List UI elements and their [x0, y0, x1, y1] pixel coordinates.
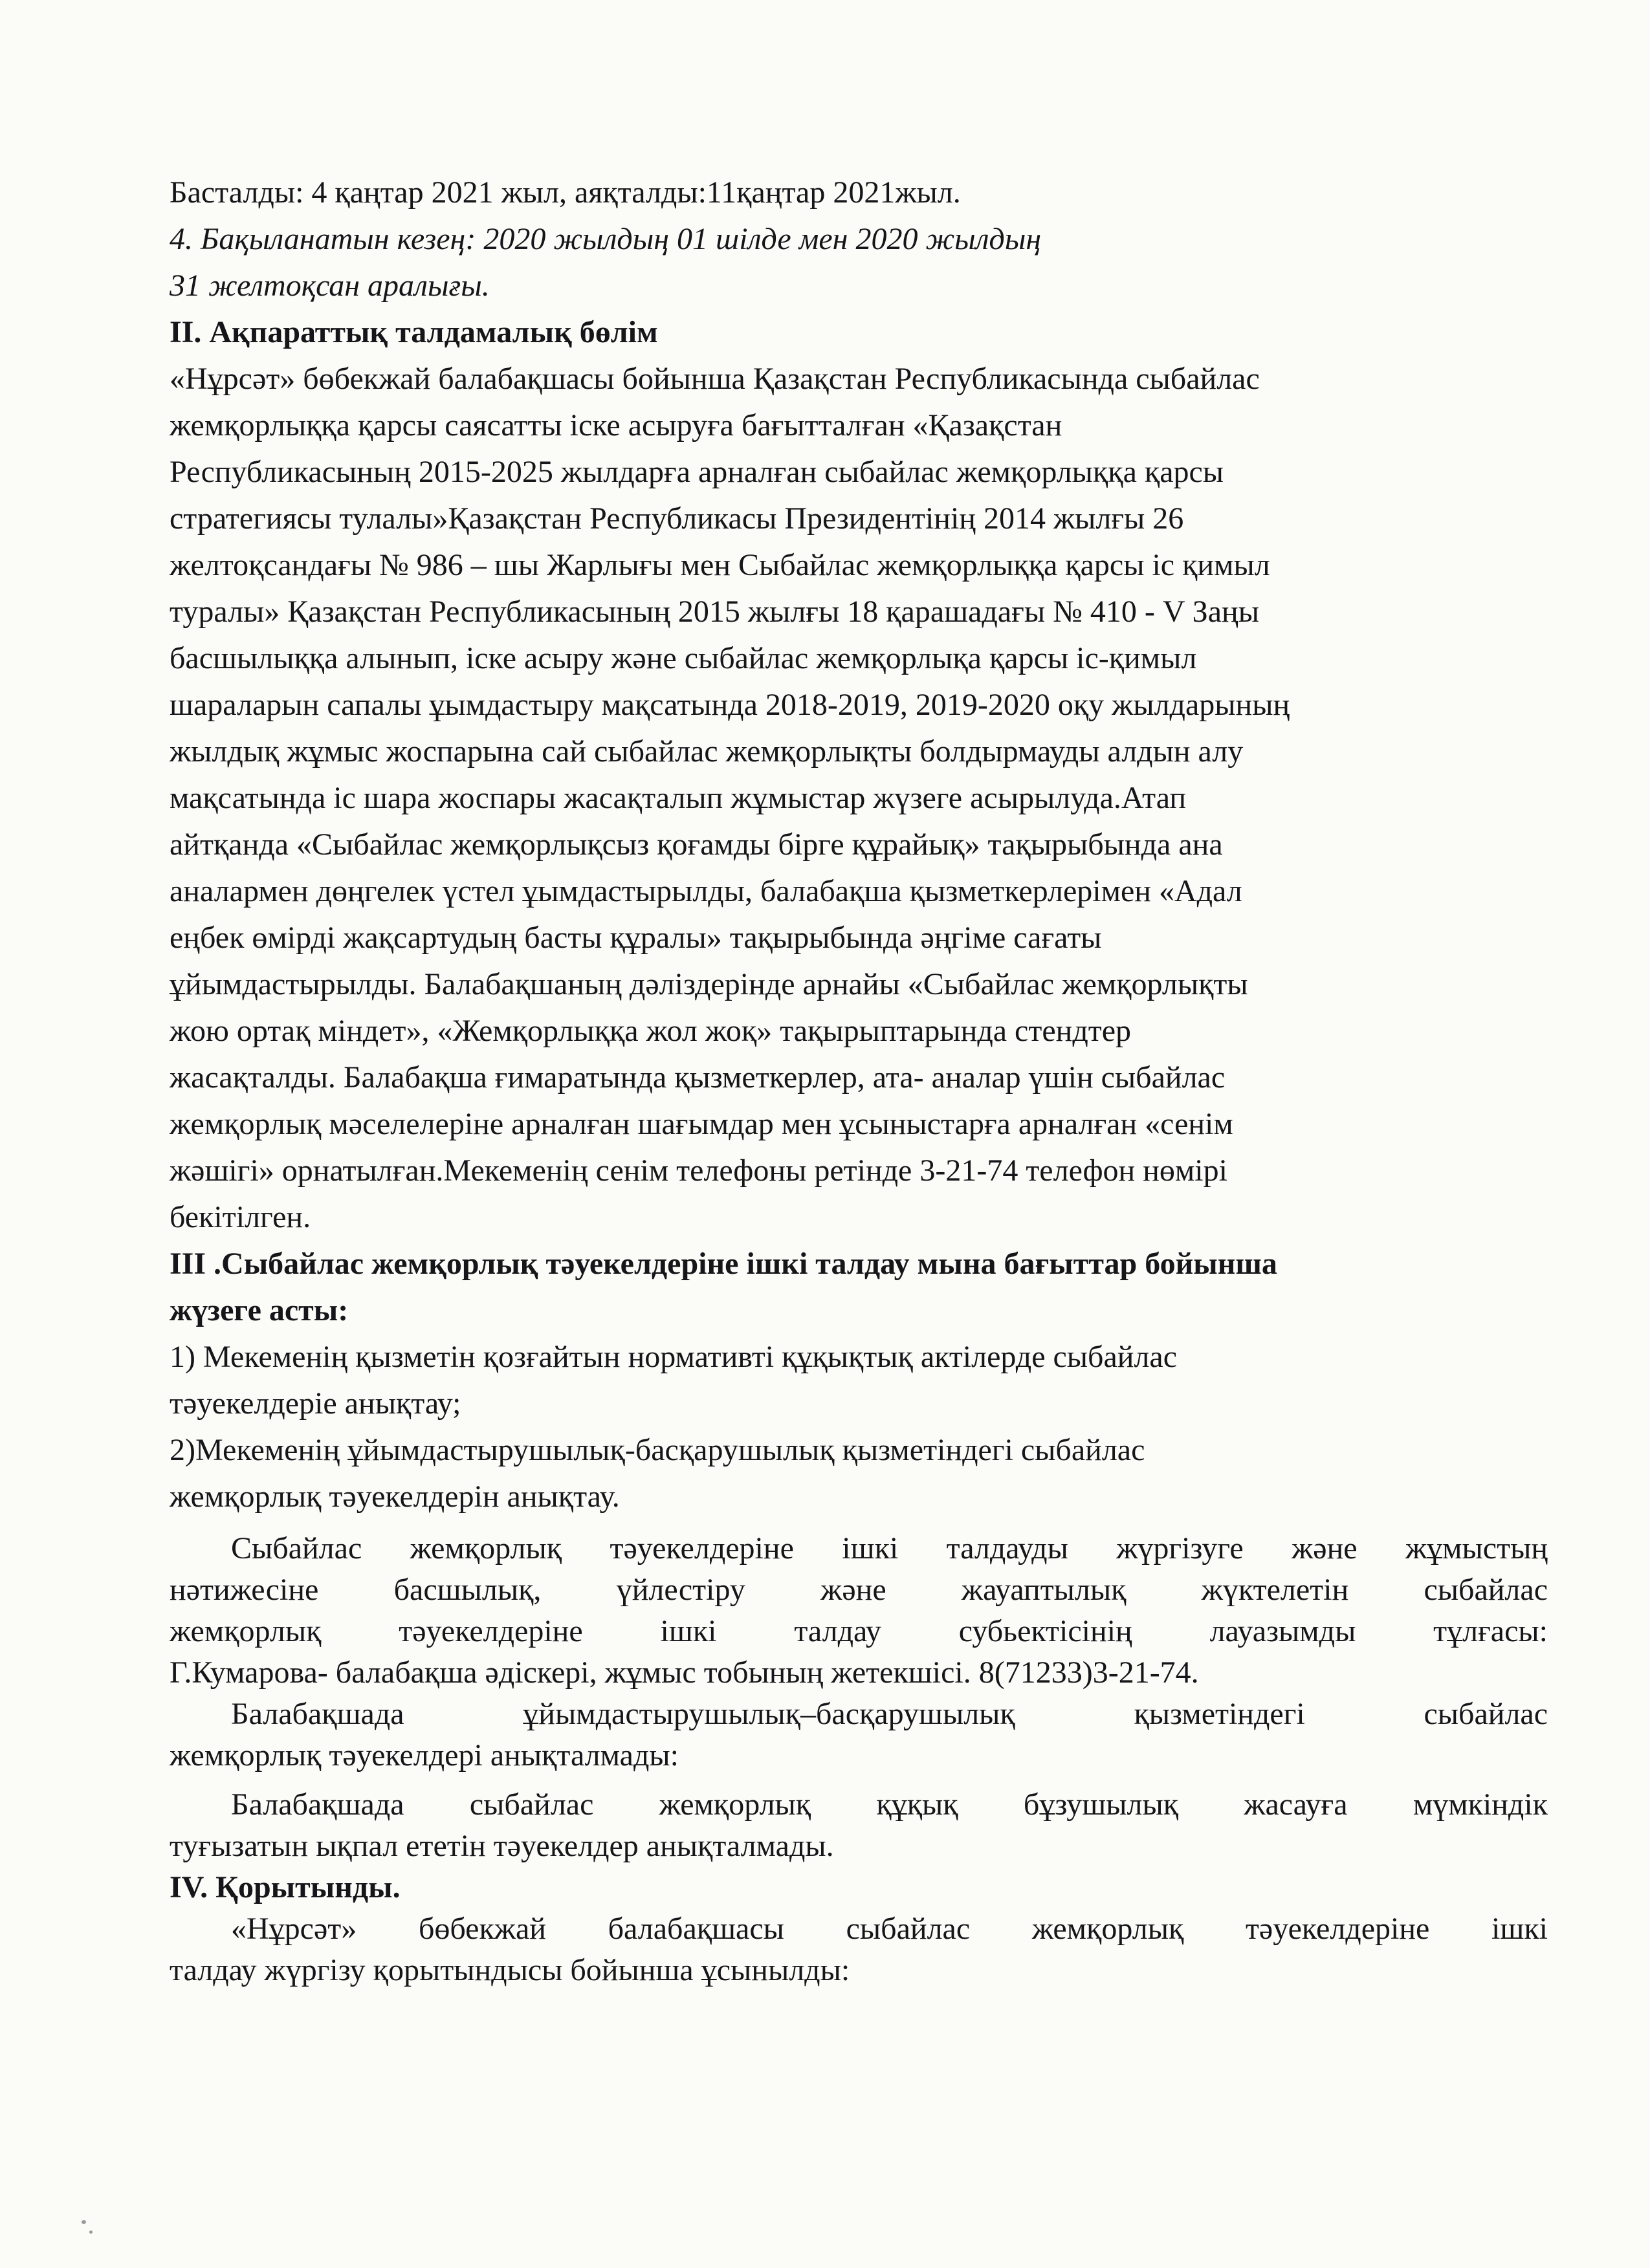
- text-line: «Нұрсәт» бөбекжай балабақшасы бойынша Қазақстан Республикасында сыбайлас: [170, 362, 1260, 396]
- text-line: ұйымдастырылды. Балабақшаның дәліздерінде арнайы «Сыбайлас жемқорлықты: [170, 967, 1248, 1001]
- text-line: мақсатында іс шара жоспары жасақталып жұмыстар жүзеге асырылуда.Атап: [170, 781, 1187, 815]
- paragraph-line: жемқорлық тәуекелдеріне ішкі талдау субьектісінің лауазымды тұлғасы:: [170, 1614, 1548, 1648]
- section-heading-3: III .Сыбайлас жемқорлық тәуекелдеріне ішкі талдау мына бағыттар бойынша: [170, 1247, 1277, 1281]
- text-line: Республикасының 2015-2025 жылдарға арналған сыбайлас жемқорлыққа қарсы: [170, 455, 1224, 489]
- paragraph-line: талдау жүргізу қорытындысы бойынша ұсынылды:: [170, 1953, 850, 1987]
- paragraph-line: Балабақшада ұйымдастырушылық–басқарушылық қызметіндегі сыбайлас: [231, 1697, 1548, 1731]
- document-body: [170, 169, 1548, 1991]
- text-line: еңбек өмірді жақсартудың басты құралы» тақырыбында әңгіме сағаты: [170, 921, 1102, 955]
- text-line: желтоқсандағы № 986 – шы Жарлығы мен Сыбайлас жемқорлыққа қарсы іс қимыл: [170, 548, 1270, 582]
- text-line: аналармен дөңгелек үстел ұымдастырылды, балабақша қызметкерлерімен «Адал: [170, 874, 1242, 908]
- paragraph-line: Г.Кумарова- балабақша әдіскері, жұмыс тобының жетекшісі. 8(71233)3-21-74.: [170, 1655, 1199, 1690]
- section-heading-4: IV. Қорытынды.: [170, 1870, 401, 1904]
- paragraph-line: туғызатын ықпал ететін тәуекелдер анықталмады.: [170, 1829, 834, 1863]
- section-heading-2: II. Ақпараттық талдамалық бөлім: [170, 315, 658, 349]
- scan-speck: [82, 2220, 86, 2224]
- list-item-2-cont: жемқорлық тәуекелдерін анықтау.: [170, 1479, 620, 1514]
- text-line: жемқорлық мәселелеріне арналған шағымдар мен ұсыныстарға арналған «сенім: [170, 1107, 1233, 1141]
- text-line: басшылыққа алынып, іске асыру және сыбайлас жемқорлықа қарсы іс-қимыл: [170, 641, 1197, 675]
- text-line: жою ортақ міндет», «Жемқорлыққа жол жоқ» тақырыптарында стендтер: [170, 1014, 1132, 1048]
- section-heading-3-cont: жүзеге асты:: [170, 1293, 349, 1327]
- paragraph-line: «Нұрсәт» бөбекжай балабақшасы сыбайлас жемқорлық тәуекелдеріне ішкі: [231, 1912, 1548, 1946]
- monitoring-period: 4. Бақыланатын кезең: 2020 жылдың 01 шілде мен 2020 жылдың: [170, 222, 1042, 256]
- text-line: шараларын сапалы ұымдастыру мақсатында 2018-2019, 2019-2020 оқу жылдарының: [170, 688, 1290, 722]
- text-line: стратегиясы тулалы»Қазақстан Республикасы Президентінің 2014 жылғы 26: [170, 501, 1184, 536]
- paragraph-line: Сыбайлас жемқорлық тәуекелдеріне ішкі талдауды жүргізуге және жұмыстың: [231, 1531, 1548, 1565]
- text-line: жасақталды. Балабақша ғимаратында қызметкерлер, ата- аналар үшін сыбайлас: [170, 1060, 1226, 1095]
- scan-speck: [89, 2230, 93, 2234]
- period-dates: Басталды: 4 қаңтар 2021 жыл, аяқталды:11қаңтар 2021жыл.: [170, 175, 961, 210]
- text-line: айтқанда «Сыбайлас жемқорлықсыз қоғамды бірге құрайық» тақырыбында ана: [170, 827, 1223, 862]
- list-item-1-cont: тәуекелдеріе анықтау;: [170, 1386, 461, 1421]
- text-line: жылдық жұмыс жоспарына сай сыбайлас жемқорлықты болдырмауды алдын алу: [170, 734, 1244, 769]
- text-line: жәшігі» орнатылған.Мекеменің сенім телефоны ретінде 3-21-74 телефон нөмірі: [170, 1153, 1227, 1188]
- paragraph-line: жемқорлық тәуекелдері анықталмады:: [170, 1738, 679, 1772]
- text-line: бекітілген.: [170, 1200, 311, 1234]
- text-line: туралы» Қазақстан Республикасының 2015 жылғы 18 қарашадағы № 410 - V Заңы: [170, 594, 1259, 629]
- paragraph-line: нәтижесіне басшылық, үйлестіру және жауаптылық жүктелетін сыбайлас: [170, 1573, 1548, 1607]
- monitoring-period-cont: 31 желтоқсан аралығы.: [170, 268, 490, 303]
- paragraph-line: Балабақшада сыбайлас жемқорлық құқық бұзушылық жасауға мүмкіндік: [231, 1787, 1548, 1822]
- list-item-1: 1) Мекеменің қызметін қозғайтын нормативті құқықтық актілерде сыбайлас: [170, 1340, 1178, 1374]
- list-item-2: 2)Мекеменің ұйымдастырушылық-басқарушылық қызметіндегі сыбайлас: [170, 1433, 1145, 1467]
- text-line: жемқорлыққа қарсы саясатты іске асыруға бағытталған «Қазақстан: [170, 408, 1062, 442]
